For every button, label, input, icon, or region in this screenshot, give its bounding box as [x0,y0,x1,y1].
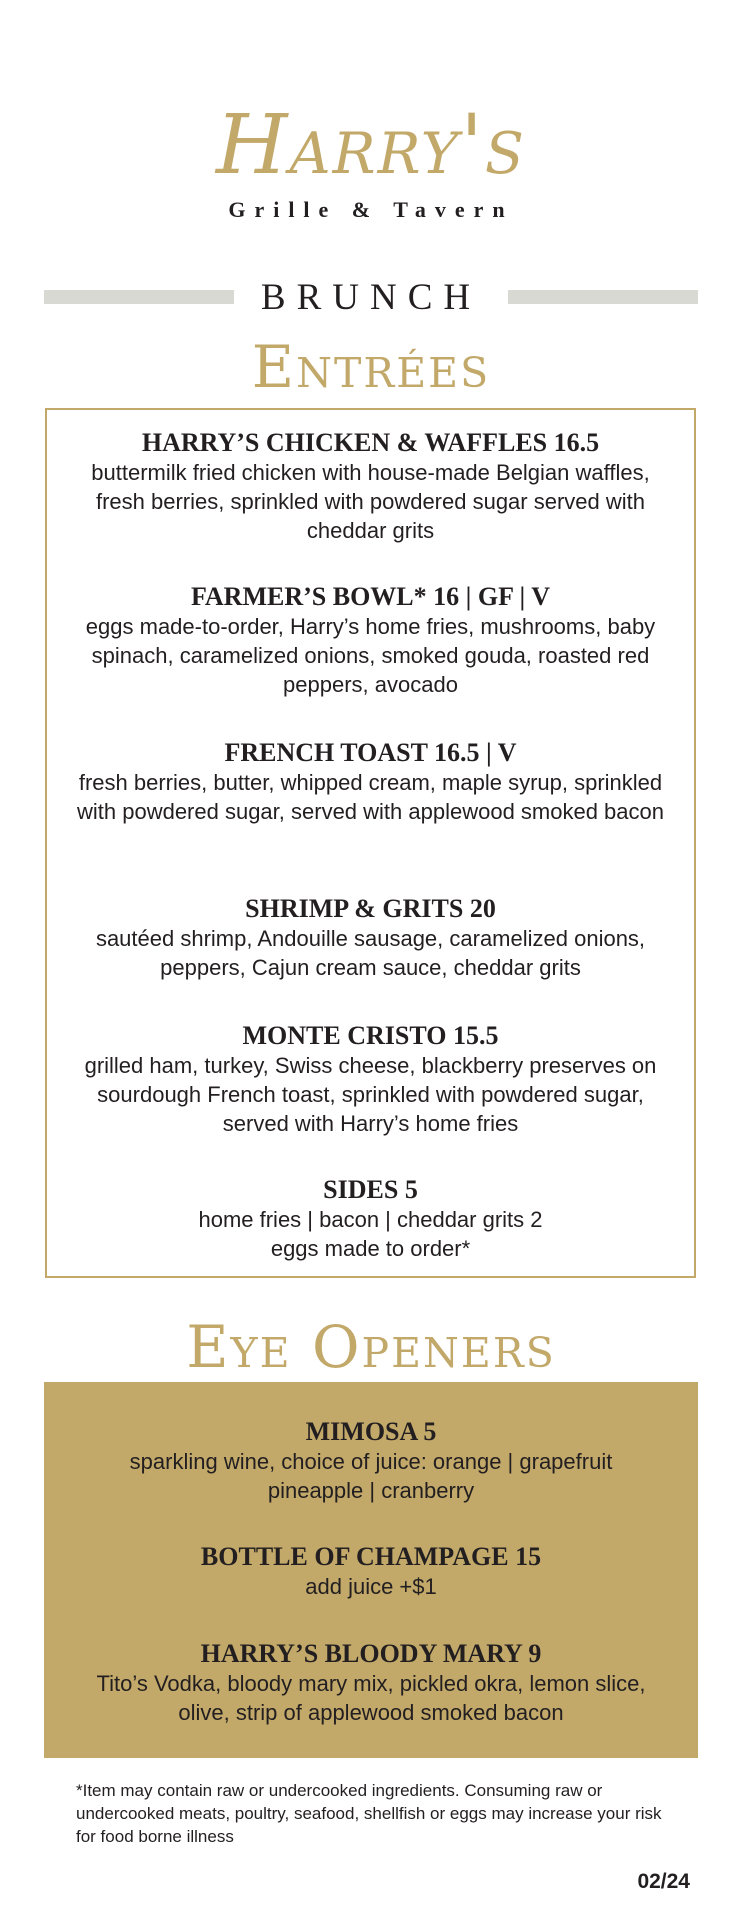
menu-item-french-toast [47,738,694,826]
menu-item-shrimp-grits [47,894,694,982]
menu-item-description: home fries | bacon | cheddar grits 2 eggs made to order* [198,1207,543,1261]
menu-item-description: sautéed shrimp, Andouille sausage, caramelized onions, peppers, Cajun cream sauce, cheddar grits [95,926,646,980]
menu-item-bloody-mary [44,1639,698,1727]
menu-item-chicken-waffles [47,428,694,545]
eye-openers-section-title: Eye Openers [186,1313,556,1381]
menu-item-name: FRENCH TOAST 16.5 | V [224,738,517,767]
menu-item-name: FARMER’S BOWL* 16 | GF | V [190,582,551,611]
menu-item-name: BOTTLE OF CHAMPAGE 15 [200,1542,542,1571]
menu-item-name: SIDES 5 [323,1175,418,1204]
menu-item-name: HARRY’S CHICKEN & WAFFLES 16.5 [141,428,600,457]
entrees-section-title: Entrées [251,333,491,401]
eye-openers-section [44,1382,698,1758]
logo-name: Harry's [216,98,526,193]
heading-divider-right [508,290,698,304]
menu-item-sides [47,1175,694,1263]
menu-item-champagne [44,1542,698,1601]
menu-date-code: 02/24 [637,1870,690,1893]
menu-item-name: SHRIMP & GRITS 20 [245,894,496,923]
menu-item-description: buttermilk fried chicken with house-made Belgian waffles, fresh berries, sprinkled with powdered sugar served with cheddar grits [91,460,650,543]
logo-tagline: Grille & Tavern [228,197,514,222]
menu-item-name: MIMOSA 5 [305,1417,437,1446]
menu-item-description: fresh berries, butter, whipped cream, maple syrup, sprinkled with powdered sugar, served with applewood smoked bacon [76,770,665,824]
menu-item-description: Tito’s Vodka, bloody mary mix, pickled okra, lemon slice, olive, strip of applewood smoked bacon [96,1671,646,1725]
menu-item-name: HARRY’S BLOODY MARY 9 [200,1639,542,1668]
menu-item-description: eggs made-to-order, Harry’s home fries, mushrooms, baby spinach, caramelized onions, smoked gouda, roasted red peppers, avocado [85,614,656,697]
menu-item-name: MONTE CRISTO 15.5 [242,1021,499,1050]
menu-item-description: add juice +$1 [305,1574,437,1599]
menu-heading: BRUNCH [260,277,482,318]
menu-item-mimosa [44,1417,698,1505]
menu-item-description: sparkling wine, choice of juice: orange | grapefruit pineapple | cranberry [129,1449,613,1503]
raw-food-disclaimer: *Item may contain raw or undercooked ingredients. Consuming raw or undercooked meats, poultry, seafood, shellfish or eggs may increase your risk for food borne illness [76,1781,662,1846]
menu-item-description: grilled ham, turkey, Swiss cheese, blackberry preserves on sourdough French toast, sprinkled with powdered sugar, served with Harry’s home fries [84,1053,657,1136]
restaurant-logo [0,98,742,223]
menu-item-farmers-bowl [47,582,694,699]
entrees-section [45,408,696,1278]
menu-heading-row [44,278,698,318]
menu-item-monte-cristo [47,1021,694,1138]
heading-divider-left [44,290,234,304]
